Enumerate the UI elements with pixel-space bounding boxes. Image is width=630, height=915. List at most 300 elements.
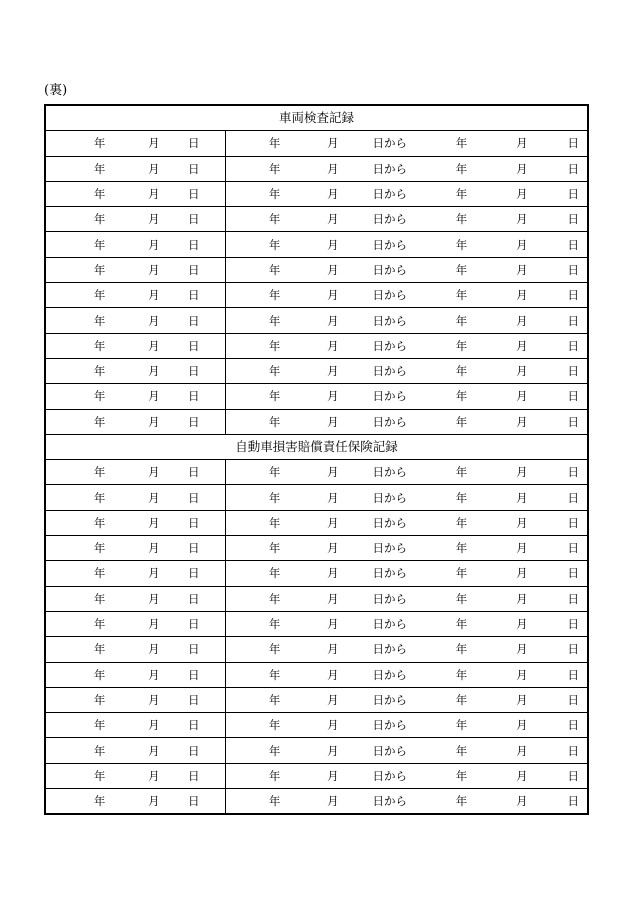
cell-day-from[interactable] [347, 308, 407, 333]
cell-day-from[interactable] [347, 156, 407, 181]
cell-month-2[interactable] [286, 713, 346, 738]
cell-day-1[interactable] [166, 257, 226, 282]
cell-day-1[interactable] [166, 207, 226, 232]
label-day-from: 日から [372, 541, 407, 556]
label-year-1: 年 [93, 187, 106, 202]
label-year-3: 年 [455, 490, 468, 505]
label-month-1: 月 [148, 465, 160, 480]
label-year-1: 年 [93, 465, 106, 480]
cell-day-from[interactable] [347, 384, 407, 409]
label-day-1: 日 [187, 743, 200, 758]
cell-day-1[interactable] [166, 131, 226, 156]
cell-month-2[interactable] [286, 257, 346, 282]
cell-year-3[interactable] [407, 384, 467, 409]
cell-day-3[interactable] [528, 789, 588, 815]
cell-month-3[interactable] [467, 333, 527, 358]
label-year-1: 年 [93, 490, 106, 505]
label-day-3: 日 [567, 389, 579, 404]
cell-month-2[interactable] [286, 384, 346, 409]
label-day-from: 日から [372, 768, 407, 783]
cell-year-2[interactable] [226, 207, 286, 232]
cell-year-3[interactable] [407, 232, 467, 257]
cell-month-1[interactable] [105, 308, 165, 333]
cell-year-3[interactable] [407, 333, 467, 358]
cell-year-2[interactable] [226, 181, 286, 206]
cell-year-2[interactable] [226, 763, 286, 788]
cell-year-2[interactable] [226, 611, 286, 636]
label-day-from: 日から [372, 338, 407, 353]
cell-year-1[interactable] [45, 536, 105, 561]
cell-day-3[interactable] [528, 460, 588, 485]
cell-day-1[interactable] [166, 561, 226, 586]
cell-month-2[interactable] [286, 561, 346, 586]
cell-year-1[interactable] [45, 181, 105, 206]
cell-year-2[interactable] [226, 586, 286, 611]
cell-day-1[interactable] [166, 460, 226, 485]
cell-month-3[interactable] [467, 637, 527, 662]
cell-day-1[interactable] [166, 409, 226, 434]
label-day-3: 日 [567, 667, 579, 682]
cell-month-3[interactable] [467, 156, 527, 181]
cell-month-3[interactable] [467, 257, 527, 282]
label-year-2: 年 [268, 262, 281, 277]
label-month-3: 月 [516, 288, 528, 303]
cell-day-1[interactable] [166, 637, 226, 662]
cell-day-3[interactable] [528, 561, 588, 586]
cell-month-3[interactable] [467, 207, 527, 232]
cell-month-2[interactable] [286, 738, 346, 763]
date-entry-row [45, 308, 588, 333]
cell-year-1[interactable] [45, 687, 105, 712]
cell-month-2[interactable] [286, 181, 346, 206]
cell-day-3[interactable] [528, 713, 588, 738]
cell-day-from[interactable] [347, 763, 407, 788]
cell-year-1[interactable] [45, 763, 105, 788]
cell-year-1[interactable] [45, 510, 105, 535]
cell-month-2[interactable] [286, 232, 346, 257]
cell-month-1[interactable] [105, 789, 165, 815]
cell-year-1[interactable] [45, 738, 105, 763]
label-day-from: 日から [372, 414, 407, 429]
label-year-1: 年 [93, 692, 106, 707]
label-year-3: 年 [455, 187, 468, 202]
cell-month-1[interactable] [105, 257, 165, 282]
label-day-3: 日 [567, 237, 579, 252]
cell-year-3[interactable] [407, 510, 467, 535]
cell-month-3[interactable] [467, 738, 527, 763]
cell-year-2[interactable] [226, 156, 286, 181]
cell-year-2[interactable] [226, 460, 286, 485]
cell-year-1[interactable] [45, 586, 105, 611]
cell-year-3[interactable] [407, 738, 467, 763]
cell-month-3[interactable] [467, 308, 527, 333]
cell-month-2[interactable] [286, 687, 346, 712]
label-month-1: 月 [148, 364, 160, 379]
cell-year-3[interactable] [407, 713, 467, 738]
cell-year-3[interactable] [407, 283, 467, 308]
cell-month-1[interactable] [105, 763, 165, 788]
cell-day-3[interactable] [528, 536, 588, 561]
cell-year-2[interactable] [226, 358, 286, 383]
cell-year-2[interactable] [226, 713, 286, 738]
cell-year-1[interactable] [45, 662, 105, 687]
cell-year-2[interactable] [226, 232, 286, 257]
label-year-1: 年 [93, 515, 106, 530]
cell-day-from[interactable] [347, 789, 407, 815]
date-entry-row [45, 131, 588, 156]
cell-month-2[interactable] [286, 308, 346, 333]
label-year-3: 年 [455, 364, 468, 379]
cell-month-3[interactable] [467, 713, 527, 738]
cell-month-1[interactable] [105, 333, 165, 358]
cell-day-3[interactable] [528, 738, 588, 763]
label-year-1: 年 [93, 136, 106, 151]
cell-month-3[interactable] [467, 510, 527, 535]
cell-month-2[interactable] [286, 207, 346, 232]
cell-year-1[interactable] [45, 358, 105, 383]
cell-day-from[interactable] [347, 131, 407, 156]
cell-day-from[interactable] [347, 409, 407, 434]
label-year-3: 年 [455, 313, 468, 328]
cell-day-from[interactable] [347, 561, 407, 586]
cell-month-2[interactable] [286, 409, 346, 434]
cell-day-3[interactable] [528, 586, 588, 611]
cell-year-3[interactable] [407, 561, 467, 586]
cell-month-2[interactable] [286, 763, 346, 788]
label-year-1: 年 [93, 212, 106, 227]
cell-day-3[interactable] [528, 687, 588, 712]
cell-day-1[interactable] [166, 156, 226, 181]
cell-month-3[interactable] [467, 763, 527, 788]
label-day-3: 日 [567, 212, 579, 227]
cell-day-3[interactable] [528, 181, 588, 206]
cell-day-1[interactable] [166, 687, 226, 712]
cell-year-1[interactable] [45, 713, 105, 738]
cell-month-2[interactable] [286, 460, 346, 485]
cell-day-from[interactable] [347, 662, 407, 687]
label-month-2: 月 [327, 642, 339, 657]
label-year-3: 年 [455, 237, 468, 252]
cell-day-1[interactable] [166, 333, 226, 358]
label-day-1: 日 [187, 768, 200, 783]
label-year-2: 年 [268, 187, 281, 202]
cell-year-2[interactable] [226, 789, 286, 815]
cell-day-from[interactable] [347, 738, 407, 763]
cell-day-from[interactable] [347, 181, 407, 206]
cell-month-3[interactable] [467, 232, 527, 257]
cell-month-1[interactable] [105, 510, 165, 535]
cell-month-1[interactable] [105, 637, 165, 662]
cell-year-1[interactable] [45, 485, 105, 510]
label-day-3: 日 [567, 414, 579, 429]
cell-day-from[interactable] [347, 283, 407, 308]
cell-day-3[interactable] [528, 763, 588, 788]
cell-year-3[interactable] [407, 485, 467, 510]
cell-year-3[interactable] [407, 156, 467, 181]
label-month-2: 月 [327, 338, 339, 353]
cell-year-1[interactable] [45, 131, 105, 156]
cell-month-3[interactable] [467, 283, 527, 308]
cell-year-1[interactable] [45, 561, 105, 586]
cell-month-2[interactable] [286, 586, 346, 611]
label-year-2: 年 [268, 313, 281, 328]
cell-month-1[interactable] [105, 738, 165, 763]
cell-day-3[interactable] [528, 232, 588, 257]
label-month-3: 月 [516, 667, 528, 682]
cell-month-2[interactable] [286, 333, 346, 358]
cell-day-from[interactable] [347, 460, 407, 485]
cell-year-3[interactable] [407, 586, 467, 611]
cell-month-1[interactable] [105, 207, 165, 232]
cell-year-2[interactable] [226, 662, 286, 687]
cell-day-3[interactable] [528, 257, 588, 282]
cell-month-1[interactable] [105, 131, 165, 156]
cell-month-3[interactable] [467, 358, 527, 383]
label-day-3: 日 [567, 541, 579, 556]
cell-month-1[interactable] [105, 536, 165, 561]
cell-year-3[interactable] [407, 181, 467, 206]
cell-year-1[interactable] [45, 384, 105, 409]
label-month-3: 月 [516, 718, 528, 733]
cell-year-1[interactable] [45, 257, 105, 282]
cell-month-3[interactable] [467, 181, 527, 206]
cell-year-1[interactable] [45, 156, 105, 181]
cell-day-3[interactable] [528, 131, 588, 156]
label-month-3: 月 [516, 743, 528, 758]
cell-day-3[interactable] [528, 308, 588, 333]
cell-day-from[interactable] [347, 637, 407, 662]
cell-year-2[interactable] [226, 687, 286, 712]
cell-month-1[interactable] [105, 586, 165, 611]
cell-year-2[interactable] [226, 738, 286, 763]
cell-month-1[interactable] [105, 409, 165, 434]
cell-year-3[interactable] [407, 789, 467, 815]
label-month-2: 月 [327, 541, 339, 556]
label-month-1: 月 [148, 313, 160, 328]
label-day-3: 日 [567, 161, 579, 176]
cell-month-2[interactable] [286, 611, 346, 636]
cell-day-from[interactable] [347, 713, 407, 738]
cell-day-3[interactable] [528, 409, 588, 434]
cell-month-1[interactable] [105, 358, 165, 383]
cell-year-3[interactable] [407, 611, 467, 636]
cell-day-1[interactable] [166, 789, 226, 815]
cell-day-1[interactable] [166, 384, 226, 409]
cell-year-1[interactable] [45, 789, 105, 815]
cell-day-from[interactable] [347, 207, 407, 232]
cell-year-3[interactable] [407, 687, 467, 712]
cell-year-3[interactable] [407, 637, 467, 662]
label-month-3: 月 [516, 262, 528, 277]
cell-year-2[interactable] [226, 333, 286, 358]
label-year-2: 年 [268, 718, 281, 733]
cell-day-3[interactable] [528, 384, 588, 409]
cell-month-1[interactable] [105, 156, 165, 181]
cell-month-3[interactable] [467, 586, 527, 611]
cell-day-1[interactable] [166, 181, 226, 206]
cell-day-3[interactable] [528, 485, 588, 510]
label-day-1: 日 [187, 617, 200, 632]
label-month-3: 月 [516, 768, 528, 783]
cell-year-2[interactable] [226, 510, 286, 535]
cell-year-3[interactable] [407, 308, 467, 333]
cell-day-1[interactable] [166, 485, 226, 510]
cell-year-2[interactable] [226, 536, 286, 561]
cell-day-3[interactable] [528, 283, 588, 308]
cell-year-1[interactable] [45, 207, 105, 232]
label-year-2: 年 [268, 566, 281, 581]
label-day-from: 日から [372, 212, 407, 227]
cell-month-3[interactable] [467, 611, 527, 636]
cell-year-3[interactable] [407, 257, 467, 282]
cell-year-1[interactable] [45, 409, 105, 434]
label-month-2: 月 [327, 490, 339, 505]
cell-month-2[interactable] [286, 662, 346, 687]
label-day-3: 日 [567, 566, 579, 581]
cell-day-from[interactable] [347, 687, 407, 712]
label-year-3: 年 [455, 768, 468, 783]
label-day-1: 日 [187, 642, 200, 657]
cell-month-3[interactable] [467, 561, 527, 586]
cell-day-1[interactable] [166, 586, 226, 611]
cell-year-2[interactable] [226, 561, 286, 586]
cell-day-3[interactable] [528, 207, 588, 232]
cell-month-2[interactable] [286, 536, 346, 561]
cell-month-1[interactable] [105, 662, 165, 687]
cell-day-1[interactable] [166, 738, 226, 763]
cell-day-1[interactable] [166, 662, 226, 687]
cell-year-1[interactable] [45, 283, 105, 308]
label-year-2: 年 [268, 794, 281, 809]
cell-year-3[interactable] [407, 536, 467, 561]
cell-year-3[interactable] [407, 131, 467, 156]
cell-day-from[interactable] [347, 510, 407, 535]
cell-month-1[interactable] [105, 384, 165, 409]
cell-year-2[interactable] [226, 308, 286, 333]
cell-month-1[interactable] [105, 561, 165, 586]
cell-month-2[interactable] [286, 131, 346, 156]
cell-month-3[interactable] [467, 460, 527, 485]
label-year-3: 年 [455, 566, 468, 581]
cell-day-from[interactable] [347, 536, 407, 561]
cell-year-1[interactable] [45, 308, 105, 333]
cell-month-1[interactable] [105, 181, 165, 206]
cell-year-3[interactable] [407, 358, 467, 383]
cell-day-3[interactable] [528, 637, 588, 662]
label-day-1: 日 [187, 541, 200, 556]
cell-day-from[interactable] [347, 232, 407, 257]
cell-day-1[interactable] [166, 713, 226, 738]
cell-month-3[interactable] [467, 687, 527, 712]
label-day-3: 日 [567, 515, 579, 530]
cell-day-3[interactable] [528, 156, 588, 181]
cell-day-1[interactable] [166, 283, 226, 308]
cell-month-2[interactable] [286, 156, 346, 181]
cell-day-3[interactable] [528, 510, 588, 535]
cell-day-3[interactable] [528, 358, 588, 383]
cell-year-1[interactable] [45, 637, 105, 662]
cell-day-3[interactable] [528, 333, 588, 358]
cell-month-3[interactable] [467, 536, 527, 561]
cell-year-2[interactable] [226, 283, 286, 308]
cell-day-from[interactable] [347, 485, 407, 510]
cell-month-1[interactable] [105, 687, 165, 712]
cell-day-1[interactable] [166, 358, 226, 383]
cell-day-1[interactable] [166, 611, 226, 636]
cell-year-3[interactable] [407, 460, 467, 485]
cell-month-1[interactable] [105, 460, 165, 485]
cell-year-1[interactable] [45, 333, 105, 358]
cell-month-2[interactable] [286, 637, 346, 662]
cell-year-3[interactable] [407, 409, 467, 434]
cell-day-3[interactable] [528, 611, 588, 636]
cell-day-1[interactable] [166, 232, 226, 257]
cell-month-1[interactable] [105, 713, 165, 738]
cell-month-1[interactable] [105, 485, 165, 510]
cell-day-from[interactable] [347, 611, 407, 636]
cell-month-3[interactable] [467, 662, 527, 687]
cell-month-3[interactable] [467, 384, 527, 409]
cell-month-2[interactable] [286, 358, 346, 383]
cell-month-2[interactable] [286, 485, 346, 510]
cell-year-2[interactable] [226, 409, 286, 434]
cell-day-from[interactable] [347, 586, 407, 611]
cell-day-1[interactable] [166, 510, 226, 535]
cell-day-from[interactable] [347, 358, 407, 383]
cell-year-2[interactable] [226, 384, 286, 409]
label-month-2: 月 [327, 743, 339, 758]
cell-day-1[interactable] [166, 308, 226, 333]
cell-year-1[interactable] [45, 611, 105, 636]
section-title-liability-insurance: 自動車損害賠償責任保険記録 [45, 434, 588, 459]
cell-month-1[interactable] [105, 611, 165, 636]
label-year-1: 年 [93, 288, 106, 303]
label-day-from: 日から [372, 667, 407, 682]
cell-day-from[interactable] [347, 257, 407, 282]
label-month-3: 月 [516, 161, 528, 176]
cell-month-3[interactable] [467, 485, 527, 510]
cell-month-3[interactable] [467, 409, 527, 434]
cell-month-2[interactable] [286, 283, 346, 308]
cell-month-3[interactable] [467, 789, 527, 815]
label-year-3: 年 [455, 465, 468, 480]
cell-year-2[interactable] [226, 257, 286, 282]
label-month-2: 月 [327, 515, 339, 530]
cell-month-3[interactable] [467, 131, 527, 156]
cell-year-2[interactable] [226, 637, 286, 662]
label-year-1: 年 [93, 642, 106, 657]
label-day-from: 日から [372, 718, 407, 733]
cell-year-3[interactable] [407, 763, 467, 788]
cell-month-2[interactable] [286, 510, 346, 535]
cell-month-1[interactable] [105, 283, 165, 308]
cell-day-3[interactable] [528, 662, 588, 687]
cell-day-1[interactable] [166, 536, 226, 561]
cell-year-1[interactable] [45, 460, 105, 485]
cell-day-1[interactable] [166, 763, 226, 788]
cell-day-from[interactable] [347, 333, 407, 358]
cell-year-2[interactable] [226, 131, 286, 156]
date-entry-row [45, 561, 588, 586]
label-day-from: 日から [372, 794, 407, 809]
label-day-1: 日 [187, 490, 200, 505]
cell-year-3[interactable] [407, 207, 467, 232]
cell-month-2[interactable] [286, 789, 346, 815]
cell-year-2[interactable] [226, 485, 286, 510]
cell-year-1[interactable] [45, 232, 105, 257]
cell-month-1[interactable] [105, 232, 165, 257]
cell-year-3[interactable] [407, 662, 467, 687]
